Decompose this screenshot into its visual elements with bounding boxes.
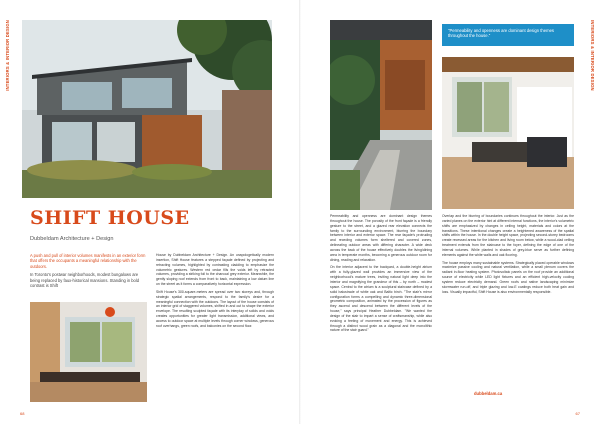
article-title: SHIFT HOUSE: [30, 207, 190, 229]
article-intro: [30, 253, 147, 291]
intro-body: In Toronto's postwar neighborhoods, modest bungalows are being replaced by faux-historical mansions. Standing in bold contrast is Shift: [30, 272, 140, 289]
body-paragraph: The house employs many sustainable systems. Strategically placed operable windows maximize passive cooling and natural ventilation, while a small plenum covers the radiant in-floor heating system. Photovoltaic panels on the roof provide an additional source of electricity while LED light fixtures and an efficient high-velocity cooling system reduce electricity demand. Green roofs and native landscaping minimize stormwater run-off, and triple glazing and low-E coatings reduce both heat gain and loss. Visually impactful, Shift House is also environmentally responsible.: [442, 260, 574, 294]
website-link[interactable]: dubbeldam.ca: [474, 391, 503, 396]
section-label-left: INTERIORS & INTERIOR DESIGN: [5, 20, 10, 91]
body-paragraph: Permeability and openness are dominant design themes throughout the house. The porosity of the front façade is a friendly gesture to the street, and a glazed rear elevation connects the family to the surrounding environment, blurring the boundary between interior and exterior space. The rear façade's protruding and receding volumes form sheltered and covered zones, delineating outdoor areas with differing character. A wide deck across the back of the house effectively doubles the living/dining area in temperate months, becoming a generous outdoor room for dining, reading and relaxation.: [330, 214, 432, 262]
page-number-right: 67: [575, 411, 580, 416]
pull-quote: "Permeability and openness are dominant design themes throughout the house.": [442, 24, 574, 46]
interior-photo-right: [442, 57, 574, 209]
house-exterior-photo: [22, 20, 272, 198]
body-paragraph: House by Dubbeldam Architecture + Design. An unapologetically modern insertion, Shift House features a stepped façade defined by projecting and retracting volumes, highlighted by contrasting cladding to emphasize the volumetric gestures. Western red cedar fills the voids left by retracted volumes, providing a striking foil to the charcoal grey exterior. Meanwhile, the gently sloping roof extends from front to back, maintaining a low datum line on the street as it forms a comparatively horizontal expression.: [156, 253, 274, 287]
body-paragraph: On the interior adjacent to the backyard, a double-height atrium with a fully-glazed wall provides an immersive view of the neighborhood's mature trees, inviting natural light deep into the interior and magnifying the grandeur of this – by north – modest space. Central to the atrium is a sculptural staircase defined by a solid balustrade of white oak and Baltic birch. "The stair's mirror configuration forms a compelling and dynamic three-dimensional geometric composition, animated by the procession of figures as they ascend and descend between the different levels of the house," says principal Heather Dubbeldam. "We wanted the design of the stair to impart a sense of craftsmanship, while also evoking a feeling of movement and energy. This is achieved through a distinct wood grain as a diagonal and the monolithic nature of the stair guard.": [330, 265, 432, 333]
section-label-right: INTERIORS & INTERIOR DESIGN: [590, 20, 595, 91]
body-column-1: [156, 253, 274, 332]
interior-photo-left: [30, 302, 147, 402]
article-subtitle: Dubbeldam Architecture + Design: [30, 236, 114, 242]
stair-exterior-photo: [330, 20, 432, 210]
body-paragraph: Overlap and the blurring of boundaries continues throughout the interior. Just as the varied planes on the exterior hint at different internal functions, the interior's volumetric shifts are emphasized by changes in ceiling height, materials and colors at the transitions. These intentional changes create a heightened awareness of the spatial shifts within the house. In the double height space, projecting second-storey bedrooms create recessed areas for the kitchen and living room below, while a wood-clad ceiling treatment extends from the staircase to the foyer, defining the edge of one of the internal volumes. While planted in shades of grey-blue serve as further defining elements against the white walls and oak flooring.: [442, 214, 574, 257]
intro-lead: A push and pull of interior volumes manifests in an exterior form that offers the occupants a meaningful relationship with the outdoors.: [30, 253, 146, 269]
body-column-2: [330, 214, 432, 336]
body-column-3: [442, 214, 574, 298]
spread-gutter: [299, 0, 301, 424]
page-number-left: 68: [20, 411, 25, 416]
body-paragraph: Shift House's 300-square-meters are spread over two storeys and, through strategic spatial arrangements, respond to the family's desire for a meaningful connection with the outdoors. The layout of the house consists of an interior grid of staggered volumes, shifted in and out to shape the exterior envelope. The resulting sculpted façade with its interplay of solids and voids creates opportunities for greater light transmission, additional views, and access to outdoor space at multiple levels through corner windows, generous roof overhangs, green roofs, and balconies on the second floor.: [156, 289, 274, 328]
